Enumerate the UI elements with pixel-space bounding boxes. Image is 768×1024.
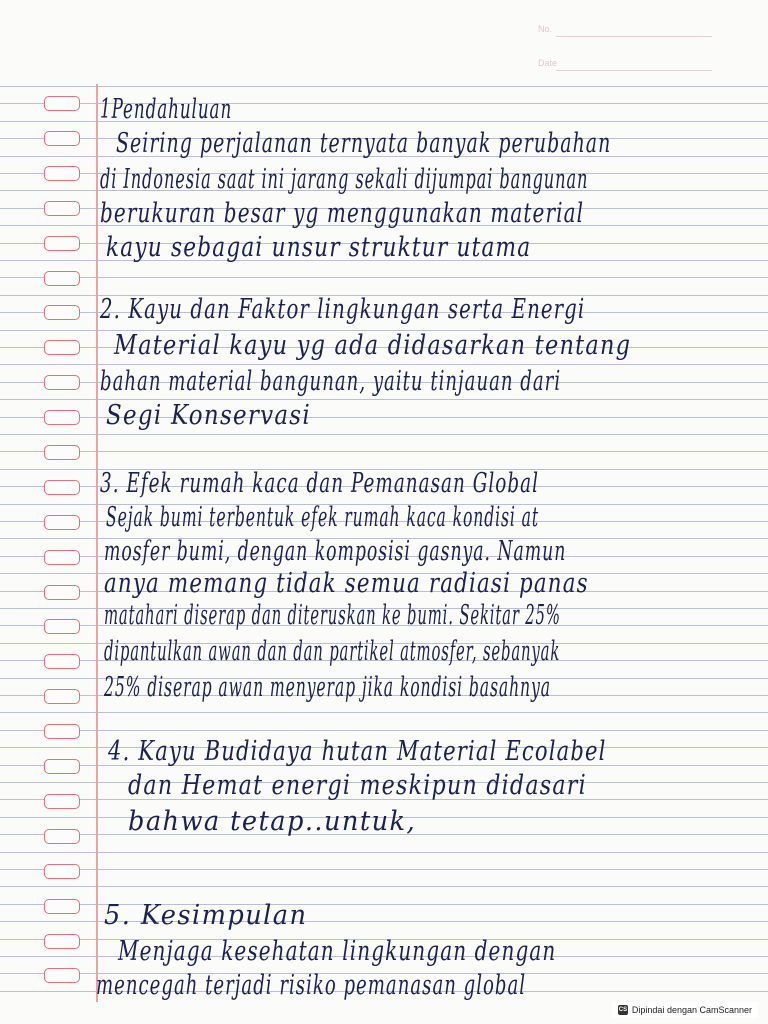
- handwritten-line: dan Hemat energi meskipun didasari: [128, 770, 587, 801]
- heading-section-2: 2. Kayu dan Faktor lingkungan serta Energi: [100, 294, 586, 325]
- handwritten-line: matahari diserap dan diteruskan ke bumi. Sekitar 25%: [104, 600, 561, 631]
- handwritten-line: Sejak bumi terbentuk efek rumah kaca kondisi at: [106, 502, 539, 533]
- binder-hole: [44, 340, 80, 355]
- binder-hole: [44, 201, 80, 216]
- binder-hole: [44, 724, 80, 739]
- handwritten-line: mosfer bumi, dengan komposisi gasnya. Namun: [104, 536, 567, 567]
- handwritten-line: Material kayu yg ada didasarkan tentang: [114, 330, 632, 361]
- ruled-line: [0, 434, 768, 435]
- binder-hole: [44, 166, 80, 181]
- ruled-line: [0, 451, 768, 452]
- binder-hole: [44, 305, 80, 320]
- binder-hole: [44, 375, 80, 390]
- binder-hole: [44, 689, 80, 704]
- handwritten-line: Segi Konservasi: [106, 400, 311, 431]
- ruled-line: [0, 712, 768, 713]
- no-field-label: No.: [538, 24, 553, 34]
- handwritten-line: Menjaga kesehatan lingkungan dengan: [118, 936, 557, 967]
- binder-hole: [44, 410, 80, 425]
- binder-hole: [44, 899, 80, 914]
- heading-pendahuluan: 1Pendahuluan: [100, 94, 233, 125]
- handwritten-line: 25% diserap awan menyerap jika kondisi basahnya: [104, 672, 551, 703]
- binder-hole: [44, 864, 80, 879]
- handwritten-line: di Indonesia saat ini jarang sekali dijumpai bangunan: [100, 164, 589, 195]
- heading-section-4: 4. Kayu Budidaya hutan Material Ecolabel: [108, 736, 607, 767]
- handwritten-line: bahan material bangunan, yaitu tinjauan dari: [100, 366, 562, 397]
- ruled-line: [0, 364, 768, 365]
- binder-hole: [44, 619, 80, 634]
- binder-hole: [44, 934, 80, 949]
- binder-hole: [44, 445, 80, 460]
- heading-kesimpulan: 5. Kesimpulan: [104, 900, 308, 931]
- ruled-line: [0, 886, 768, 887]
- binder-hole: [44, 829, 80, 844]
- ruled-line: [0, 852, 768, 853]
- handwritten-line: berukuran besar yg menggunakan material: [100, 198, 585, 229]
- handwritten-line: kayu sebagai unsur struktur utama: [106, 232, 532, 263]
- camscanner-label: Dipindai dengan CamScanner: [631, 1005, 752, 1015]
- date-field-line: [556, 70, 712, 71]
- binder-hole: [44, 654, 80, 669]
- handwritten-line: bahwa tetap..untuk,: [128, 806, 417, 837]
- ruled-line: [0, 277, 768, 278]
- handwritten-line: mencegah terjadi risiko pemanasan global: [96, 970, 527, 1001]
- handwritten-line: dipantulkan awan dan dan partikel atmosfer, sebanyak: [104, 636, 561, 667]
- ruled-line: [0, 730, 768, 731]
- binder-hole: [44, 131, 80, 146]
- red-margin-line: [96, 84, 98, 1002]
- binder-hole: [44, 585, 80, 600]
- date-field-label: Date: [538, 58, 558, 68]
- binder-hole: [44, 480, 80, 495]
- binder-hole: [44, 794, 80, 809]
- camscanner-logo-icon: CS: [618, 1007, 628, 1013]
- no-field-line: [556, 36, 712, 37]
- binder-hole: [44, 550, 80, 565]
- camscanner-footer: [612, 1002, 758, 1018]
- binder-hole: [44, 968, 80, 983]
- binder-hole: [44, 515, 80, 530]
- binder-hole: [44, 96, 80, 111]
- handwritten-line: anya memang tidak semua radiasi panas: [104, 568, 589, 599]
- binder-hole: [44, 759, 80, 774]
- ruled-line: [0, 86, 768, 87]
- handwritten-line: Seiring perjalanan ternyata banyak perubahan: [116, 128, 612, 159]
- binder-hole: [44, 236, 80, 251]
- heading-section-3: 3. Efek rumah kaca dan Pemanasan Global: [100, 468, 539, 499]
- ruled-line: [0, 869, 768, 870]
- binder-hole: [44, 271, 80, 286]
